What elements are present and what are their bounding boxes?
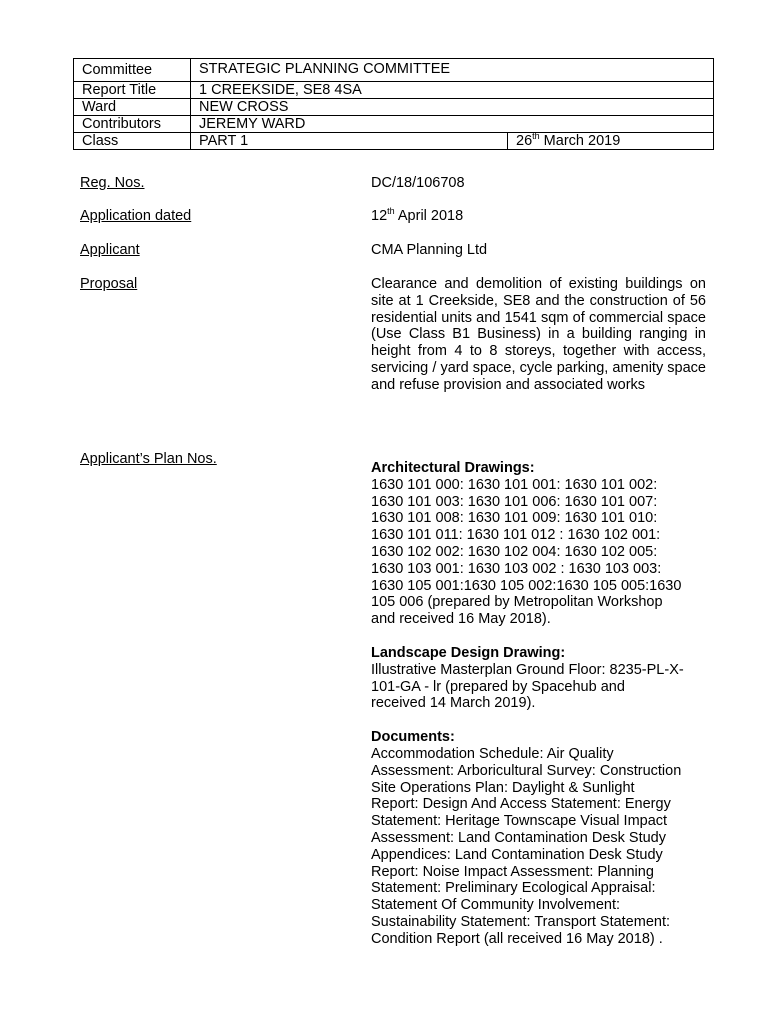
plan-line: Site Operations Plan: Daylight & Sunlight <box>371 779 635 796</box>
report-title-label: Report Title <box>74 82 191 99</box>
class-label: Class <box>74 133 191 150</box>
application-dated-value: 12th April 2018 <box>371 206 464 224</box>
contributors-label: Contributors <box>74 116 191 133</box>
committee-header-table <box>73 58 714 150</box>
committee-label: Committee <box>74 59 191 82</box>
contributors-value: JEREMY WARD <box>191 116 714 133</box>
proposal-text: Clearance and demolition of existing buildings on site at 1 Creekside, SE8 and the construction of 56 residential units and 1541 sqm of commercial space (Use Class B1 Business) in a building ranging in height from 4 to 8 storeys, together with access, servicing / yard space, cycle parking, amenity space and refuse provision and associated works <box>371 276 706 393</box>
plan-line: Statement: Preliminary Ecological Appraisal: <box>371 880 656 897</box>
reg-nos-label: Reg. Nos. <box>80 175 145 191</box>
plan-line: 1630 101 011: 1630 101 012 : 1630 102 001: <box>371 527 661 544</box>
plan-line: 101-GA - lr (prepared by Spacehub and <box>371 678 625 695</box>
plan-line: Statement: Heritage Townscape Visual Impact <box>371 813 668 830</box>
plan-line: Condition Report (all received 16 May 2018) . <box>371 930 663 947</box>
applicant-value: CMA Planning Ltd <box>371 242 488 258</box>
plans-block <box>371 460 706 948</box>
plan-line: Assessment: Land Contamination Desk Study <box>371 829 666 846</box>
report-title-value: 1 CREEKSIDE, SE8 4SA <box>191 82 714 99</box>
applicant-label: Applicant <box>80 242 140 258</box>
plan-line: Sustainability Statement: Transport Statement: <box>371 913 671 930</box>
plan-line: 1630 103 001: 1630 103 002 : 1630 103 003: <box>371 560 662 577</box>
plan-nos-label: Applicant’s Plan Nos. <box>80 451 217 467</box>
plan-line: Appendices: Land Contamination Desk Study <box>371 846 663 863</box>
landscape-heading: Landscape Design Drawing: <box>371 644 566 661</box>
ward-label: Ward <box>74 99 191 116</box>
ward-row <box>74 99 714 116</box>
landscape-drawing-list <box>371 662 706 712</box>
plan-line: Assessment: Arboricultural Survey: Construction <box>371 762 682 779</box>
committee-value: STRATEGIC PLANNING COMMITTEE <box>191 59 714 82</box>
architectural-heading: Architectural Drawings: <box>371 460 535 476</box>
class-value: PART 1 <box>191 133 508 150</box>
proposal-label: Proposal <box>80 276 138 292</box>
reg-nos-value: DC/18/106708 <box>371 175 465 191</box>
documents-list <box>371 746 706 948</box>
plan-line: received 14 March 2019). <box>371 695 536 712</box>
ward-value: NEW CROSS <box>191 99 714 116</box>
plan-line: Report: Design And Access Statement: Energy <box>371 796 671 813</box>
plan-line: and received 16 May 2018). <box>371 611 551 628</box>
application-dated-label: Application dated <box>80 208 192 224</box>
plan-line: 1630 101 003: 1630 101 006: 1630 101 007: <box>371 493 658 510</box>
report-date: 26th March 2019 <box>508 133 714 150</box>
plan-line: 1630 105 001:1630 105 002:1630 105 005:1630 <box>371 577 682 594</box>
plan-line: Statement Of Community Involvement: <box>371 897 621 914</box>
architectural-drawing-list <box>371 477 706 628</box>
plan-line: 105 006 (prepared by Metropolitan Workshop <box>371 594 663 611</box>
documents-heading: Documents: <box>371 729 455 746</box>
class-row <box>74 133 714 150</box>
committee-row <box>74 59 714 82</box>
plan-line: 1630 102 002: 1630 102 004: 1630 102 005: <box>371 543 658 560</box>
plan-line: Accommodation Schedule: Air Quality <box>371 745 614 762</box>
report-title-row <box>74 82 714 99</box>
plan-line: Illustrative Masterplan Ground Floor: 8235-PL-X- <box>371 661 684 678</box>
plan-line: 1630 101 008: 1630 101 009: 1630 101 010: <box>371 510 658 527</box>
contributors-row <box>74 116 714 133</box>
plan-line: 1630 101 000: 1630 101 001: 1630 101 002: <box>371 476 658 493</box>
plan-line: Report: Noise Impact Assessment: Planning <box>371 863 654 880</box>
